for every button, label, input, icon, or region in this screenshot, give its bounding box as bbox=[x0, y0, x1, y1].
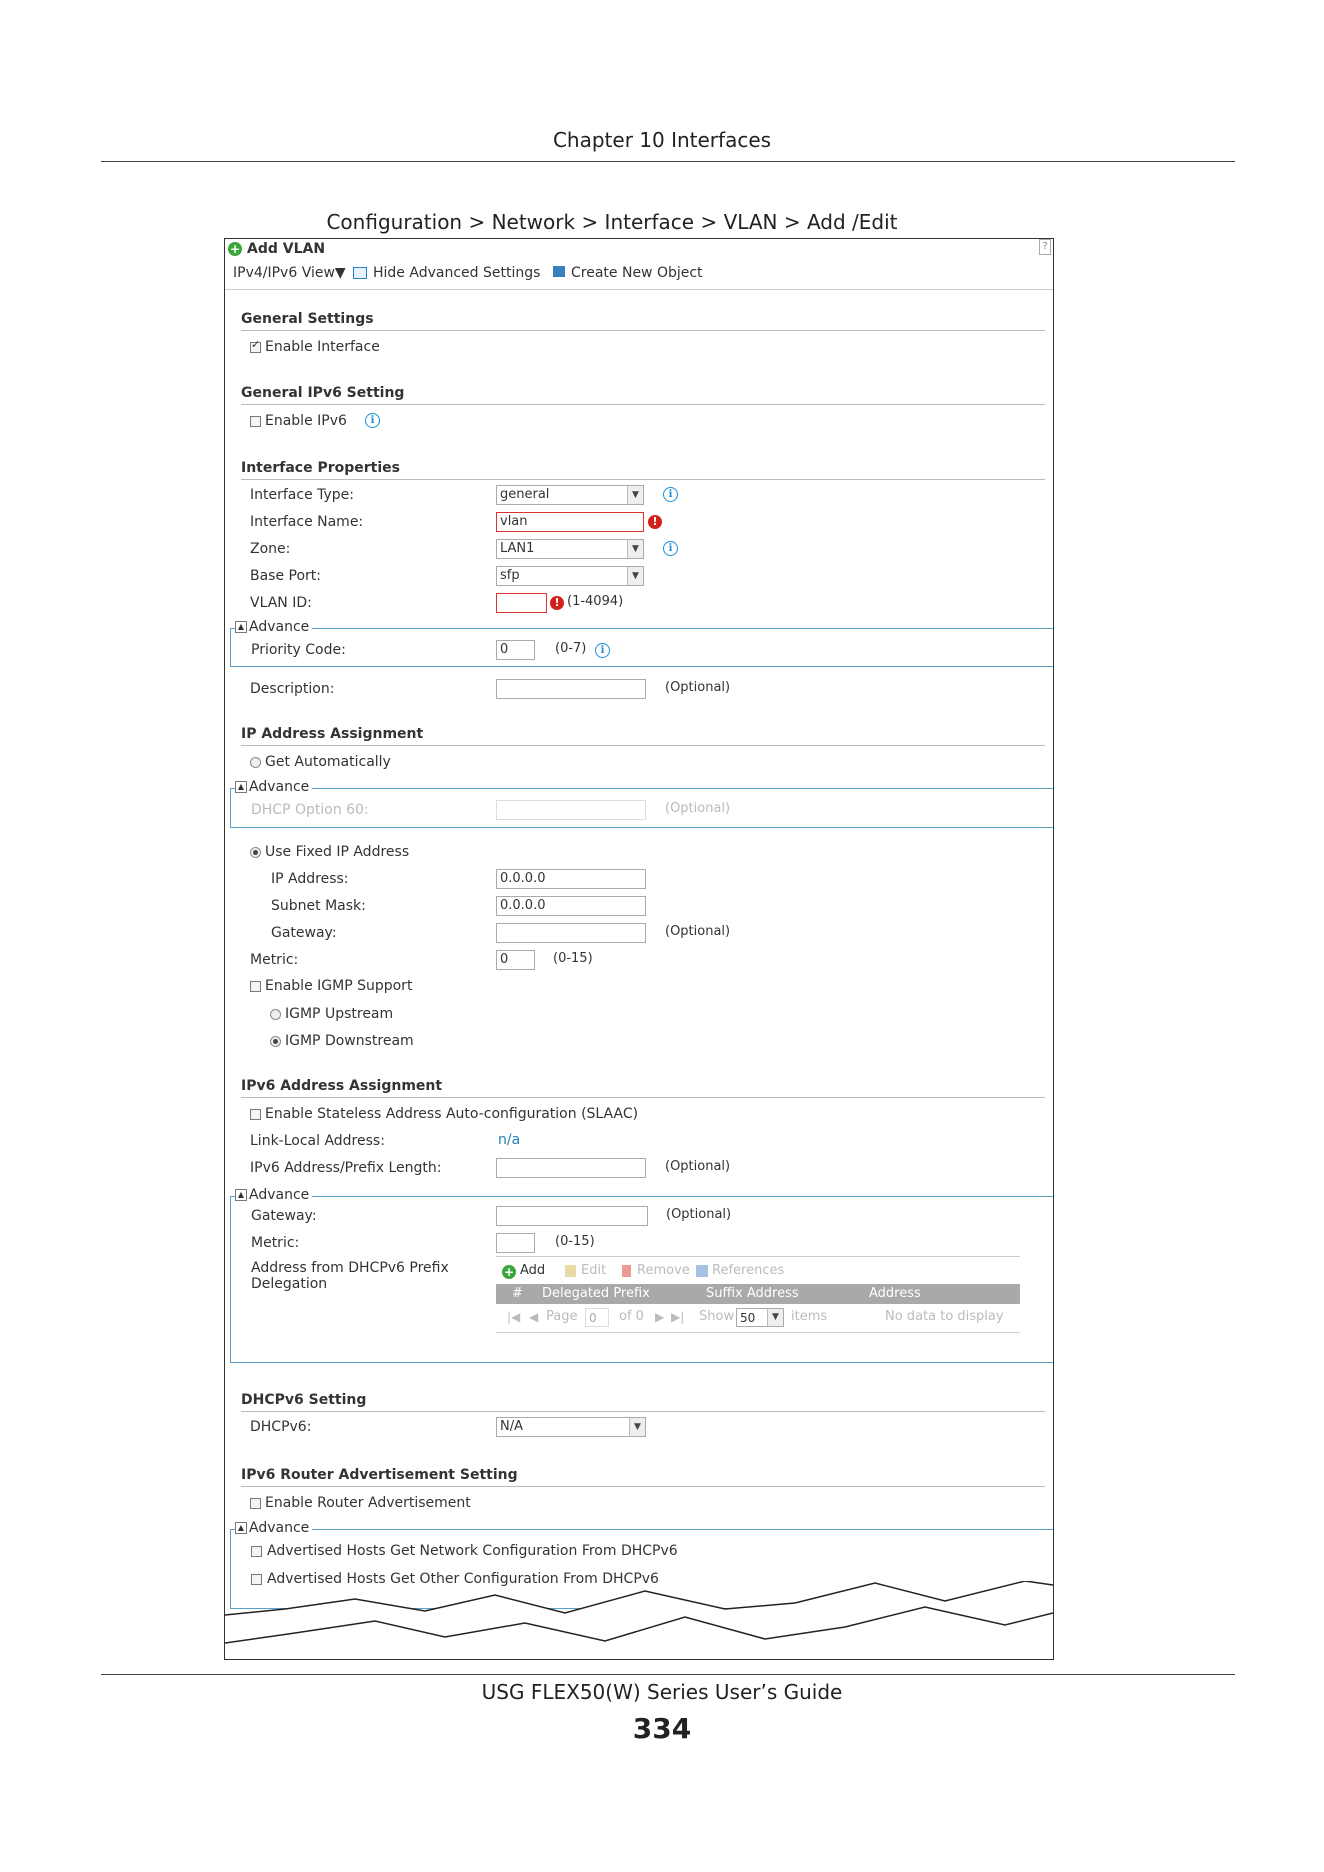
subnet-mask-input[interactable]: 0.0.0.0 bbox=[496, 896, 646, 916]
interface-name-label: Interface Name: bbox=[250, 514, 364, 530]
chevron-down-icon: ▼ bbox=[627, 567, 643, 585]
add-icon: + bbox=[229, 242, 241, 256]
pager-show-label: Show bbox=[699, 1309, 735, 1324]
table-remove-button[interactable]: Remove bbox=[637, 1263, 690, 1278]
references-icon bbox=[696, 1265, 708, 1277]
ipv6-prefix-optional: (Optional) bbox=[665, 1159, 731, 1174]
vlan-id-range: (1-4094) bbox=[567, 594, 624, 609]
table-bottom-rule bbox=[496, 1332, 1020, 1333]
page-size-select[interactable] bbox=[736, 1308, 784, 1327]
section-rule bbox=[241, 1097, 1045, 1098]
dhcpv6-select[interactable] bbox=[496, 1417, 646, 1437]
chevron-down-icon: ▼ bbox=[627, 540, 643, 558]
dialog-title: Add VLAN bbox=[247, 241, 326, 257]
slaac-checkbox[interactable] bbox=[250, 1109, 261, 1120]
enable-ra-checkbox[interactable] bbox=[250, 1498, 261, 1509]
priority-code-input[interactable]: 0 bbox=[496, 640, 535, 660]
last-page-icon[interactable]: ▶| bbox=[671, 1310, 685, 1324]
router-advertisement-heading: IPv6 Router Advertisement Setting bbox=[241, 1467, 518, 1483]
help-icon[interactable]: ? bbox=[1039, 239, 1051, 255]
advance-fieldset bbox=[230, 628, 1054, 667]
hide-settings-icon bbox=[353, 267, 367, 279]
link-local-value: n/a bbox=[498, 1132, 521, 1148]
enable-interface-checkbox[interactable] bbox=[250, 342, 261, 353]
gateway-label: Gateway: bbox=[271, 925, 337, 941]
hide-advanced-button[interactable]: Hide Advanced Settings bbox=[373, 265, 541, 281]
gateway-input[interactable] bbox=[496, 923, 646, 943]
trash-icon bbox=[622, 1265, 631, 1277]
view-dropdown[interactable]: IPv4/IPv6 View▼ bbox=[233, 265, 346, 281]
error-icon: ! bbox=[648, 515, 662, 529]
dhcpv6-value: N/A bbox=[500, 1419, 523, 1434]
interface-name-input[interactable]: vlan bbox=[496, 512, 644, 532]
dhcp-option-input[interactable] bbox=[496, 800, 646, 820]
interface-type-label: Interface Type: bbox=[250, 487, 355, 503]
ipv6-metric-input[interactable] bbox=[496, 1233, 535, 1253]
advance-toggle[interactable] bbox=[235, 619, 312, 635]
gateway-optional: (Optional) bbox=[665, 924, 731, 939]
pager-page-input[interactable]: 0 bbox=[585, 1308, 609, 1327]
ipv6-metric-label: Metric: bbox=[251, 1235, 300, 1251]
interface-type-select[interactable] bbox=[496, 485, 644, 505]
col-suffix-address: Suffix Address bbox=[706, 1286, 799, 1301]
ipv6-prefix-input[interactable] bbox=[496, 1158, 646, 1178]
table-edit-button[interactable]: Edit bbox=[581, 1263, 607, 1278]
enable-igmp-label: Enable IGMP Support bbox=[265, 978, 413, 994]
next-page-icon[interactable]: ▶ bbox=[655, 1310, 665, 1324]
description-optional: (Optional) bbox=[665, 680, 731, 695]
no-data-message: No data to display bbox=[885, 1309, 1004, 1324]
ip-address-input[interactable]: 0.0.0.0 bbox=[496, 869, 646, 889]
add-vlan-dialog bbox=[224, 238, 1054, 1660]
info-icon[interactable]: i bbox=[663, 541, 678, 556]
dhcpv6-heading: DHCPv6 Setting bbox=[241, 1392, 367, 1408]
pager-page-label: Page bbox=[546, 1309, 578, 1324]
section-rule bbox=[241, 330, 1045, 331]
figure-caption: Configuration > Network > Interface > VLAN > Add /Edit bbox=[326, 210, 898, 234]
description-input[interactable] bbox=[496, 679, 646, 699]
footer-guide-title: USG FLEX50(W) Series User’s Guide bbox=[481, 1680, 843, 1704]
metric-range: (0-15) bbox=[553, 951, 593, 966]
dhcp-option-optional: (Optional) bbox=[665, 801, 731, 816]
section-rule bbox=[241, 745, 1045, 746]
subnet-mask-label: Subnet Mask: bbox=[271, 898, 366, 914]
section-rule bbox=[241, 1411, 1045, 1412]
edit-icon bbox=[565, 1265, 576, 1277]
vlan-id-label: VLAN ID: bbox=[250, 595, 312, 611]
add-icon: + bbox=[503, 1265, 515, 1279]
ip-address-label: IP Address: bbox=[271, 871, 349, 887]
create-object-icon bbox=[553, 266, 565, 277]
dhcp-option-label: DHCP Option 60: bbox=[251, 802, 369, 818]
link-local-label: Link-Local Address: bbox=[250, 1133, 385, 1149]
base-port-label: Base Port: bbox=[250, 568, 322, 584]
enable-ipv6-checkbox[interactable] bbox=[250, 416, 261, 427]
prefix-delegation-label: Address from DHCPv6 Prefix bbox=[251, 1260, 449, 1276]
ipv6-gateway-label: Gateway: bbox=[251, 1208, 317, 1224]
interface-properties-heading: Interface Properties bbox=[241, 460, 400, 476]
ipv6-metric-range: (0-15) bbox=[555, 1234, 595, 1249]
pager-items-label: items bbox=[791, 1309, 828, 1324]
igmp-downstream-label: IGMP Downstream bbox=[285, 1033, 414, 1049]
get-automatically-radio[interactable] bbox=[250, 757, 261, 768]
toolbar-divider bbox=[225, 289, 1053, 290]
ipv6-prefix-label: IPv6 Address/Prefix Length: bbox=[250, 1160, 442, 1176]
ipv6-gateway-optional: (Optional) bbox=[666, 1207, 732, 1222]
zone-select[interactable] bbox=[496, 539, 644, 559]
section-rule bbox=[241, 1486, 1045, 1487]
advance-label: Advance bbox=[249, 1520, 310, 1536]
igmp-upstream-radio[interactable] bbox=[270, 1009, 281, 1020]
table-add-button[interactable]: Add bbox=[520, 1263, 546, 1278]
section-rule bbox=[241, 404, 1045, 405]
table-top-rule bbox=[496, 1256, 1020, 1257]
advance-toggle[interactable] bbox=[235, 1187, 312, 1203]
chevron-down-icon: ▼ bbox=[629, 1418, 645, 1436]
collapse-icon: ▲ bbox=[235, 621, 247, 633]
create-object-button[interactable]: Create New Object bbox=[571, 265, 703, 281]
hosts-network-config-checkbox[interactable] bbox=[251, 1546, 262, 1557]
col-num: # bbox=[512, 1286, 523, 1301]
hosts-network-config-label: Advertised Hosts Get Network Configuration From DHCPv6 bbox=[267, 1543, 678, 1559]
table-header bbox=[496, 1284, 1020, 1304]
slaac-label: Enable Stateless Address Auto-configuration (SLAAC) bbox=[265, 1106, 639, 1122]
base-port-select[interactable] bbox=[496, 566, 644, 586]
ipv6-gateway-input[interactable] bbox=[496, 1206, 648, 1226]
ipv6-assignment-heading: IPv6 Address Assignment bbox=[241, 1078, 443, 1094]
collapse-icon: ▲ bbox=[235, 781, 247, 793]
advance-label: Advance bbox=[249, 1187, 310, 1203]
chevron-down-icon: ▼ bbox=[627, 486, 643, 504]
enable-interface-label: Enable Interface bbox=[265, 339, 380, 355]
section-rule bbox=[241, 479, 1045, 480]
igmp-downstream-radio[interactable] bbox=[270, 1036, 281, 1047]
col-address: Address bbox=[869, 1286, 921, 1301]
get-automatically-label: Get Automatically bbox=[265, 754, 391, 770]
page-number: 334 bbox=[632, 1712, 692, 1745]
error-icon: ! bbox=[550, 596, 564, 610]
zone-label: Zone: bbox=[250, 541, 291, 557]
info-icon[interactable]: i bbox=[663, 487, 678, 502]
enable-ra-label: Enable Router Advertisement bbox=[265, 1495, 471, 1511]
priority-code-label: Priority Code: bbox=[251, 642, 346, 658]
footer-rule bbox=[101, 1674, 1235, 1675]
vlan-id-input[interactable] bbox=[496, 593, 547, 613]
first-page-icon[interactable]: |◀ bbox=[507, 1310, 521, 1324]
enable-igmp-checkbox[interactable] bbox=[250, 981, 261, 992]
collapse-icon: ▲ bbox=[235, 1522, 247, 1534]
chapter-heading: Chapter 10 Interfaces bbox=[552, 128, 772, 152]
metric-label: Metric: bbox=[250, 952, 299, 968]
table-references-button[interactable]: References bbox=[712, 1263, 785, 1278]
chevron-down-icon: ▼ bbox=[767, 1309, 783, 1326]
advance-label: Advance bbox=[249, 619, 310, 635]
info-icon[interactable]: i bbox=[595, 643, 610, 658]
col-delegated-prefix: Delegated Prefix bbox=[542, 1286, 650, 1301]
prev-page-icon[interactable]: ◀ bbox=[529, 1310, 539, 1324]
priority-code-range: (0-7) bbox=[555, 641, 587, 656]
page-size-value: 50 bbox=[740, 1311, 756, 1325]
interface-type-value: general bbox=[500, 487, 550, 502]
metric-input[interactable]: 0 bbox=[496, 950, 535, 970]
prefix-delegation-label-2: Delegation bbox=[251, 1276, 328, 1292]
description-label: Description: bbox=[250, 681, 335, 697]
hosts-other-config-label: Advertised Hosts Get Other Configuration From DHCPv6 bbox=[267, 1571, 659, 1587]
ipv6-setting-heading: General IPv6 Setting bbox=[241, 385, 405, 401]
pager-of-label: of 0 bbox=[619, 1309, 644, 1324]
igmp-upstream-label: IGMP Upstream bbox=[285, 1006, 394, 1022]
header-rule bbox=[101, 161, 1235, 162]
collapse-icon: ▲ bbox=[235, 1189, 247, 1201]
advance-label: Advance bbox=[249, 779, 310, 795]
general-settings-heading: General Settings bbox=[241, 311, 374, 327]
info-icon[interactable]: i bbox=[365, 413, 380, 428]
base-port-value: sfp bbox=[500, 568, 520, 583]
ip-assignment-heading: IP Address Assignment bbox=[241, 726, 424, 742]
use-fixed-ip-label: Use Fixed IP Address bbox=[265, 844, 410, 860]
advance-toggle[interactable] bbox=[235, 779, 312, 795]
dhcpv6-label: DHCPv6: bbox=[250, 1419, 312, 1435]
zone-value: LAN1 bbox=[500, 541, 535, 556]
advance-toggle[interactable] bbox=[235, 1520, 312, 1536]
use-fixed-ip-radio[interactable] bbox=[250, 847, 261, 858]
page-break-tear bbox=[225, 1581, 1053, 1659]
enable-ipv6-label: Enable IPv6 bbox=[265, 413, 347, 429]
